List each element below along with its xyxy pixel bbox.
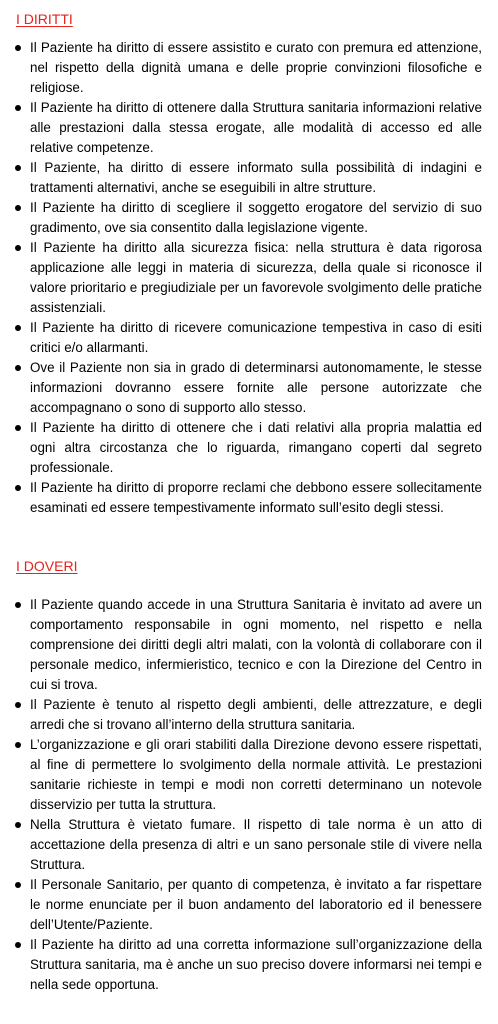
bullet-dot-icon: [15, 325, 21, 331]
bullet-dot-icon: [15, 882, 21, 888]
bullet-dot-icon: [15, 165, 21, 171]
bullet-dot-icon: [15, 245, 21, 251]
duties-item-text: Il Paziente ha diritto ad una corretta informazione sull’organizzazione della Struttura sanitaria, ma è anche un suo preciso dovere informarsi nei tempi e nella sede opportuna.: [30, 937, 482, 992]
bullet-dot-icon: [15, 485, 21, 491]
duties-item-text: Il Paziente è tenuto al rispetto degli ambienti, delle attrezzature, e degli arredi che si trovano all’interno della struttura sanitaria.: [30, 697, 482, 732]
rights-item-text: Il Paziente ha diritto di ricevere comunicazione tempestiva in caso di esiti critici e/o allarmanti.: [30, 320, 482, 355]
duties-section-title: I DOVERI: [16, 558, 78, 574]
rights-item-text: Il Paziente ha diritto di essere assistito e curato con premura ed attenzione, nel rispetto della dignità umana e delle proprie convinzioni filosofiche e religiose.: [30, 40, 482, 95]
bullet-dot-icon: [15, 942, 21, 948]
rights-list-item: [0, 38, 498, 98]
bullet-dot-icon: [15, 602, 21, 608]
duties-item-text: Il Personale Sanitario, per quanto di competenza, è invitato a far rispettare le norme enunciate per il buon andamento del laboratorio ed il benessere dell’Utente/Paziente.: [30, 877, 482, 932]
bullet-dot-icon: [15, 105, 21, 111]
bullet-dot-icon: [15, 205, 21, 211]
rights-item-text: Il Paziente ha diritto alla sicurezza fisica: nella struttura è data rigorosa applicazione alle leggi in materia di sicurezza, della quale si riconosce il valore prioritario e pregiudiziale per un favorevole svolgimento delle pratiche assistenziali.: [30, 240, 482, 315]
bullet-dot-icon: [15, 702, 21, 708]
rights-item-text: Il Paziente ha diritto di proporre reclami che debbono essere sollecitamente esaminati ed essere tempestivamente informato sull’esito degli stessi.: [30, 480, 482, 515]
duties-list: [0, 595, 498, 995]
bullet-dot-icon: [15, 365, 21, 371]
rights-item-text: Ove il Paziente non sia in grado di determinarsi autonomamente, le stesse informazioni dovranno essere fornite alle persone autorizzate che accompagnano o sono di supporto allo stesso.: [30, 360, 482, 415]
duties-list-item: [0, 595, 498, 695]
rights-list-item: [0, 318, 498, 358]
rights-list-item: [0, 238, 498, 318]
rights-list-item: [0, 198, 498, 238]
duties-item-text: L’organizzazione e gli orari stabiliti dalla Direzione devono essere rispettati, al fine di permettere lo svolgimento della normale attività. Le prestazioni sanitarie richieste in tempi e modi non corretti determinano un notevole disservizio per tutta la struttura.: [30, 737, 482, 812]
rights-list-item: [0, 158, 498, 198]
bullet-dot-icon: [15, 45, 21, 51]
duties-list-item: [0, 735, 498, 815]
duties-item-text: Nella Struttura è vietato fumare. Il rispetto di tale norma è un atto di accettazione della presenza di altri e un sano personale stile di vivere nella Struttura.: [30, 817, 482, 872]
bullet-dot-icon: [15, 425, 21, 431]
rights-section-title: I DIRITTI: [16, 11, 73, 27]
rights-item-text: Il Paziente ha diritto di ottenere che i dati relativi alla propria malattia ed ogni altra circostanza che lo riguarda, rimangano coperti dal segreto professionale.: [30, 420, 482, 475]
duties-item-text: Il Paziente quando accede in una Struttura Sanitaria è invitato ad avere un comportamento responsabile in ogni momento, nel rispetto e nella comprensione dei diritti degli altri malati, con la volontà di collaborare con il personale medico, infermieristico, tecnico e con la Direzione del Centro in cui si trova.: [30, 597, 482, 692]
bullet-dot-icon: [15, 822, 21, 828]
bullet-dot-icon: [15, 742, 21, 748]
duties-list-item: [0, 935, 498, 995]
rights-list-item: [0, 478, 498, 518]
rights-item-text: Il Paziente ha diritto di scegliere il soggetto erogatore del servizio di suo gradimento, ove sia consentito dalla legislazione vigente.: [30, 200, 482, 235]
rights-list-item: [0, 358, 498, 418]
duties-list-item: [0, 815, 498, 875]
duties-list-item: [0, 875, 498, 935]
rights-list: [0, 38, 498, 518]
rights-list-item: [0, 98, 498, 158]
rights-list-item: [0, 418, 498, 478]
rights-item-text: Il Paziente, ha diritto di essere informato sulla possibilità di indagini e trattamenti alternativi, anche se eseguibili in altre strutture.: [30, 160, 482, 195]
rights-item-text: Il Paziente ha diritto di ottenere dalla Struttura sanitaria informazioni relative alle prestazioni dalla stessa erogate, alle modalità di accesso ed alle relative competenze.: [30, 100, 482, 155]
duties-list-item: [0, 695, 498, 735]
